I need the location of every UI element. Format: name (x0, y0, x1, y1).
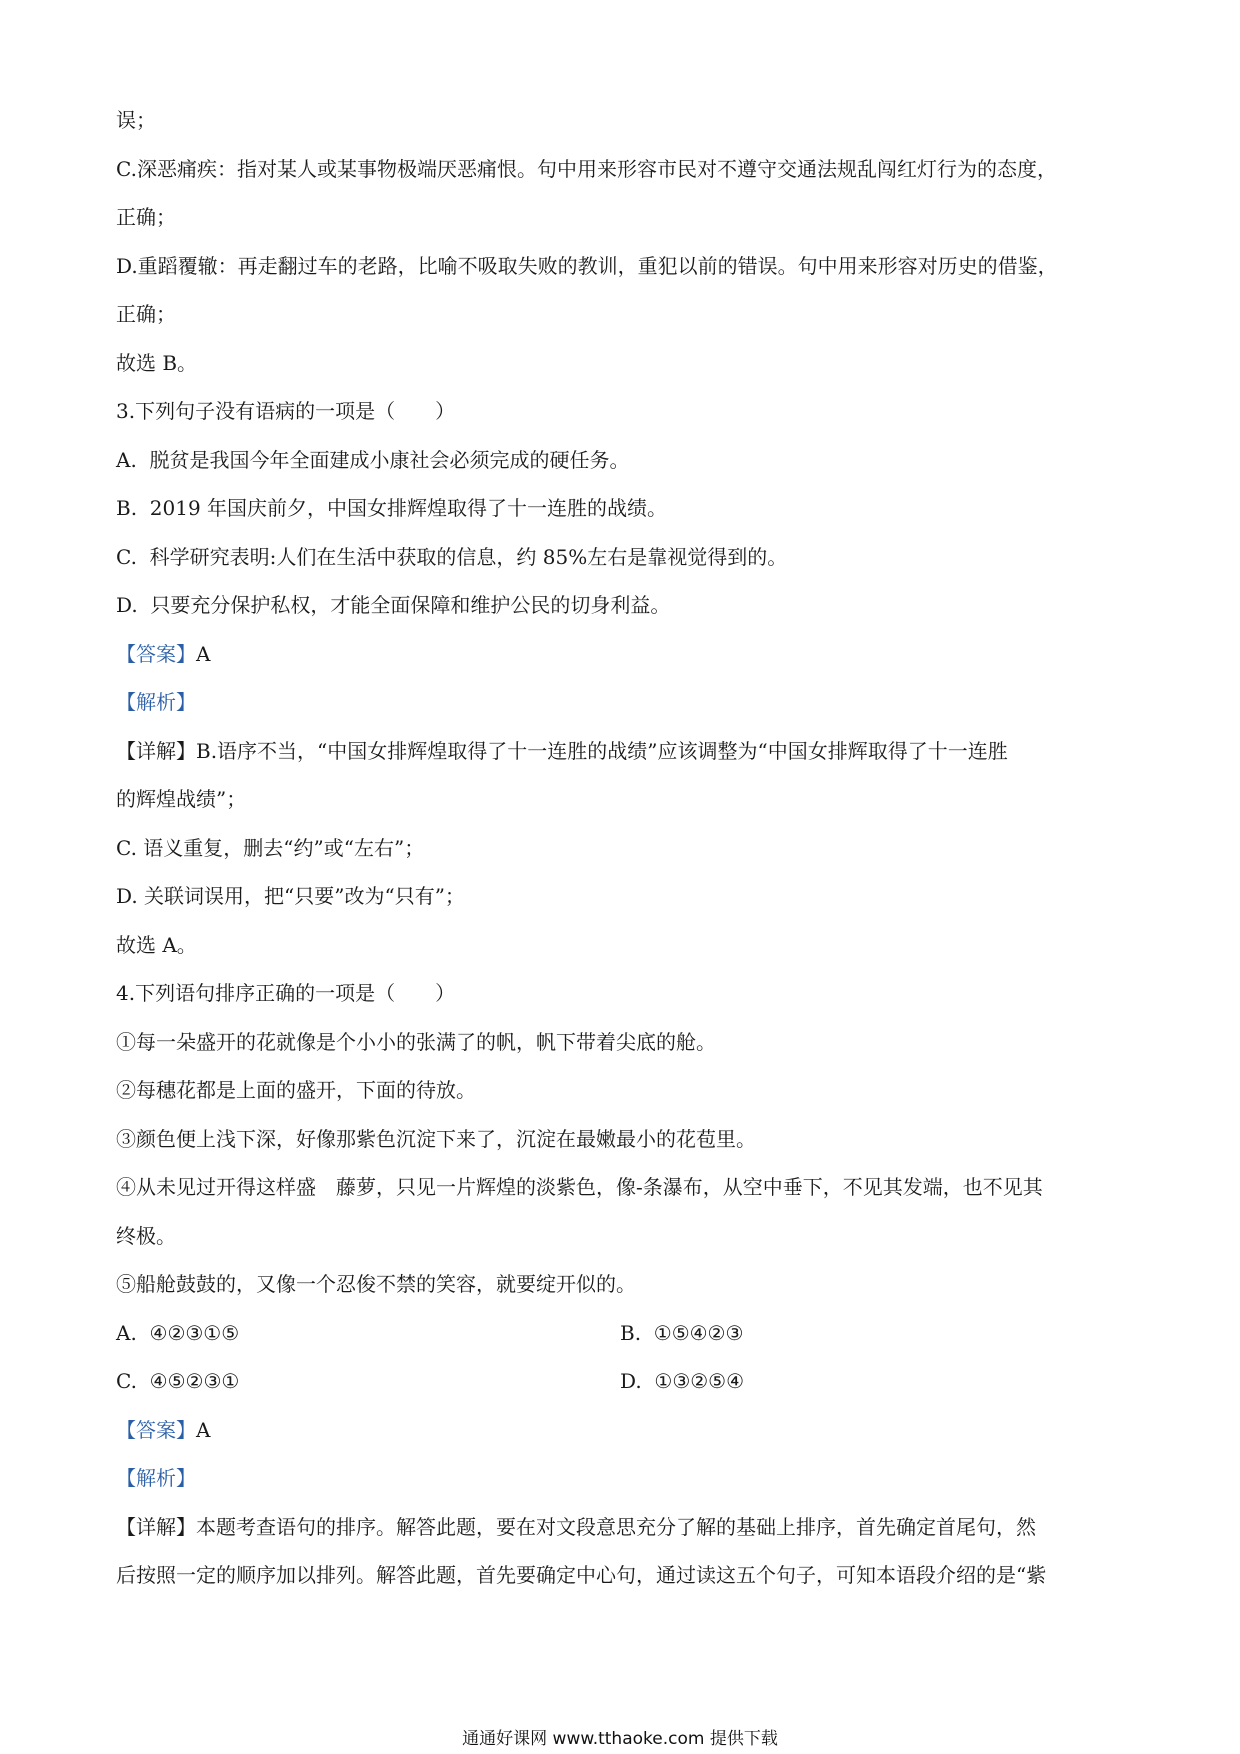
analysis-tag: 【解析】 (116, 690, 196, 714)
sentence-4-continued: 终极。 (116, 1223, 176, 1248)
detail-tag: 【详解】 (116, 1514, 196, 1539)
question-4-options-row-2 (116, 1357, 1136, 1406)
question-3-detail (116, 727, 1136, 776)
question-3-answer (116, 630, 1136, 679)
text-line: D.重蹈覆辙：再走翻过车的老路，比喻不吸取失败的教训，重犯以前的错误。句中用来形容对历史的借鉴， (116, 253, 1058, 278)
question-4-option-b: B. ①⑤④②③ (620, 1320, 744, 1345)
sentence-1: ①每一朵盛开的花就像是个小小的张满了的帆，帆下带着尖底的舱。 (116, 1029, 716, 1054)
question-3-option-a: A. 脱贫是我国今年全面建成小康社会必须完成的硬任务。 (116, 447, 630, 472)
question-4-option-c: C. ④⑤②③① (116, 1369, 240, 1393)
text-line: 的辉煌战绩”； (116, 787, 247, 811)
text-line: D. 关联词误用，把“只要”改为“只有”； (116, 884, 465, 908)
question-4-detail (116, 1503, 1136, 1552)
analysis-tag: 【解析】 (116, 1466, 196, 1490)
page-content (116, 96, 1136, 1600)
sentence-4: ④从未见过开得这样盛 藤萝，只见一片辉煌的淡紫色，像-条瀑布，从空中垂下，不见其发端，也不见其 (116, 1175, 1043, 1199)
text-line: 故选 A。 (116, 932, 197, 957)
question-3-option-c: C. 科学研究表明:人们在生活中获取的信息，约 85%左右是靠视觉得到的。 (116, 544, 788, 569)
text-line: 误； (116, 108, 156, 132)
detail-tag: 【详解】 (116, 738, 196, 763)
question-4-option-d: D. ①③②⑤④ (620, 1369, 745, 1393)
text-line: C.深恶痛疾：指对某人或某事物极端厌恶痛恨。句中用来形容市民对不遵守交通法规乱闯红灯行为的态度， (116, 156, 1057, 181)
text-line: 故选 B。 (116, 350, 198, 375)
answer-value: A (196, 641, 211, 666)
question-3-option-d: D. 只要充分保护私权，才能全面保障和维护公民的切身利益。 (116, 593, 671, 617)
answer-tag: 【答案】 (116, 641, 196, 666)
question-3-option-b: B. 2019 年国庆前夕，中国女排辉煌取得了十一连胜的战绩。 (116, 496, 668, 520)
question-4-stem: 4.下列语句排序正确的一项是（ ） (116, 981, 456, 1005)
question-4-answer (116, 1406, 1136, 1455)
answer-tag: 【答案】 (116, 1417, 196, 1442)
question-4-options-row-1 (116, 1309, 1136, 1358)
sentence-5: ⑤船舱鼓鼓的，又像一个忍俊不禁的笑容，就要绽开似的。 (116, 1272, 636, 1296)
text-line: 后按照一定的顺序加以排列。解答此题，首先要确定中心句，通过读这五个句子，可知本语段介绍的是“紫 (116, 1563, 1047, 1587)
question-4-analysis (116, 1454, 1136, 1503)
detail-text: 本题考查语句的排序。解答此题，要在对文段意思充分了解的基础上排序，首先确定首尾句，然 (196, 1514, 1036, 1539)
detail-text: B.语序不当，“中国女排辉煌取得了十一连胜的战绩”应该调整为“中国女排辉取得了十一连胜 (196, 738, 1008, 763)
question-4-option-a: A. ④②③①⑤ (116, 1320, 240, 1345)
text-line: 正确； (116, 302, 176, 326)
sentence-2: ②每穗花都是上面的盛开，下面的待放。 (116, 1078, 476, 1102)
question-3-analysis (116, 678, 1136, 727)
question-3-stem: 3.下列句子没有语病的一项是（ ） (116, 399, 456, 423)
text-line: C. 语义重复，删去“约”或“左右”； (116, 835, 425, 860)
sentence-3: ③颜色便上浅下深，好像那紫色沉淀下来了，沉淀在最嫩最小的花苞里。 (116, 1126, 756, 1151)
text-line: 正确； (116, 205, 176, 229)
answer-value: A (196, 1417, 211, 1442)
page-footer: 通通好课网 www.tthaoke.com 提供下载 (462, 1729, 778, 1749)
